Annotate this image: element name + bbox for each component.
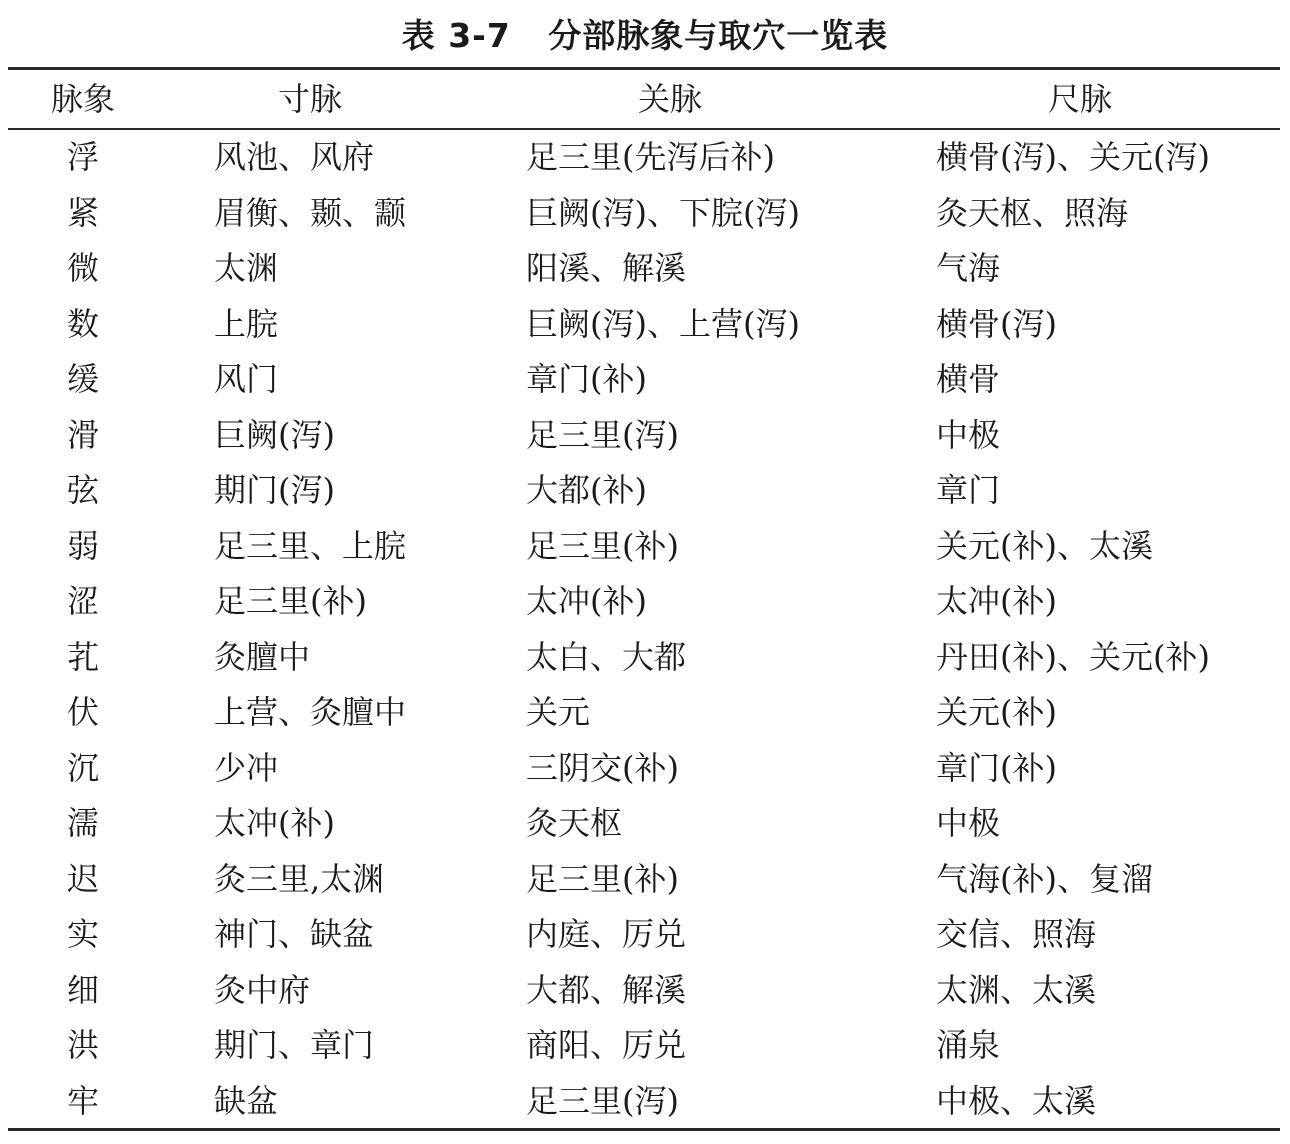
chi-cell: 章门(补) <box>936 748 1057 787</box>
chi-cell: 关元(补) <box>936 693 1057 731</box>
guan-cell: 太冲(补) <box>526 582 647 620</box>
guan-cell: 足三里(补) <box>526 526 679 565</box>
table-row <box>0 741 1290 797</box>
guan-cell: 内庭、厉兑 <box>526 915 687 953</box>
chi-cell: 气海(补)、复溜 <box>936 859 1153 898</box>
chi-cell: 横骨(泻) <box>936 304 1057 343</box>
chi-cell: 灸天枢、照海 <box>936 193 1129 232</box>
cun-cell: 太渊 <box>214 249 279 287</box>
header-pulse: 脉象 <box>50 80 115 118</box>
cun-cell: 缺盆 <box>214 1081 279 1120</box>
table-row <box>0 297 1290 353</box>
chi-cell: 太冲(补) <box>936 582 1057 620</box>
cun-cell: 上营、灸膻中 <box>214 693 407 731</box>
guan-cell: 阳溪、解溪 <box>526 249 687 287</box>
table-row <box>0 574 1290 630</box>
chi-cell: 交信、照海 <box>936 915 1097 953</box>
cun-cell: 巨阙(泻) <box>214 415 335 454</box>
table-row <box>0 852 1290 908</box>
cun-cell: 灸中府 <box>214 970 311 1009</box>
chi-cell: 章门 <box>936 471 1001 509</box>
pulse-cell: 滑 <box>66 415 99 454</box>
chi-cell: 涌泉 <box>936 1026 1001 1064</box>
table-row <box>0 352 1290 408</box>
pulse-cell: 实 <box>66 915 99 953</box>
guan-cell: 章门(补) <box>526 360 647 398</box>
pulse-cell: 弦 <box>66 471 99 509</box>
table-row <box>0 1018 1290 1074</box>
table-row <box>0 186 1290 242</box>
pulse-cell: 浮 <box>66 138 99 176</box>
table-header-row <box>0 70 1290 128</box>
guan-cell: 巨阙(泻)、下脘(泻) <box>526 193 800 232</box>
pulse-cell: 芤 <box>66 637 99 676</box>
cun-cell: 风门 <box>214 360 279 398</box>
pulse-cell: 细 <box>66 970 99 1009</box>
chi-cell: 中极 <box>936 415 1001 454</box>
pulse-cell: 沉 <box>66 748 99 787</box>
table-row <box>0 408 1290 464</box>
header-chi: 尺脉 <box>1047 80 1112 118</box>
table-body <box>0 130 1290 1129</box>
table-row <box>0 241 1290 297</box>
cun-cell: 少冲 <box>214 748 279 787</box>
table-row <box>0 907 1290 963</box>
guan-cell: 灸天枢 <box>526 804 623 842</box>
pulse-cell: 涩 <box>66 582 99 620</box>
pulse-cell: 迟 <box>66 859 99 898</box>
cun-cell: 足三里、上脘 <box>214 526 407 565</box>
guan-cell: 足三里(泻) <box>526 1081 679 1120</box>
table-row <box>0 796 1290 852</box>
guan-cell: 三阴交(补) <box>526 748 679 787</box>
pulse-cell: 弱 <box>66 526 99 565</box>
pulse-cell: 牢 <box>66 1081 99 1120</box>
chi-cell: 丹田(补)、关元(补) <box>936 637 1210 676</box>
chi-cell: 横骨 <box>936 360 1001 398</box>
guan-cell: 关元 <box>526 693 591 731</box>
guan-cell: 大都(补) <box>526 471 647 509</box>
guan-cell: 足三里(泻) <box>526 415 679 454</box>
pulse-cell: 微 <box>66 249 99 287</box>
table-row <box>0 130 1290 186</box>
pulse-cell: 紧 <box>66 193 99 232</box>
cun-cell: 神门、缺盆 <box>214 915 375 953</box>
guan-cell: 商阳、厉兑 <box>526 1026 687 1064</box>
table-row <box>0 963 1290 1019</box>
chi-cell: 中极、太溪 <box>936 1081 1097 1120</box>
table-row <box>0 685 1290 741</box>
cun-cell: 期门(泻) <box>214 471 335 509</box>
pulse-cell: 数 <box>66 304 99 343</box>
chi-cell: 关元(补)、太溪 <box>936 526 1153 565</box>
table-row <box>0 630 1290 686</box>
cun-cell: 足三里(补) <box>214 582 367 620</box>
pulse-cell: 洪 <box>66 1026 99 1064</box>
table-row <box>0 1074 1290 1130</box>
guan-cell: 太白、大都 <box>526 637 687 676</box>
chi-cell: 中极 <box>936 804 1001 842</box>
pulse-cell: 伏 <box>66 693 99 731</box>
table-bottom-rule <box>8 1128 1280 1131</box>
cun-cell: 风池、风府 <box>214 138 375 176</box>
pulse-cell: 濡 <box>66 804 99 842</box>
table-row <box>0 519 1290 575</box>
table-row <box>0 463 1290 519</box>
cun-cell: 期门、章门 <box>214 1026 375 1064</box>
pulse-cell: 缓 <box>66 360 99 398</box>
header-cun: 寸脉 <box>277 80 342 118</box>
chi-cell: 气海 <box>936 249 1001 287</box>
guan-cell: 足三里(补) <box>526 859 679 898</box>
cun-cell: 灸膻中 <box>214 637 311 676</box>
cun-cell: 灸三里,太渊 <box>214 859 385 898</box>
chi-cell: 太渊、太溪 <box>936 970 1097 1009</box>
table-caption: 表 3-7 分部脉象与取穴一览表 <box>401 16 889 55</box>
cun-cell: 眉衡、颞、颥 <box>214 193 407 232</box>
chi-cell: 横骨(泻)、关元(泻) <box>936 138 1210 176</box>
cun-cell: 上脘 <box>214 304 279 343</box>
guan-cell: 巨阙(泻)、上营(泻) <box>526 304 800 343</box>
guan-cell: 足三里(先泻后补) <box>526 138 775 176</box>
cun-cell: 太冲(补) <box>214 804 335 842</box>
header-guan: 关脉 <box>637 80 702 118</box>
guan-cell: 大都、解溪 <box>526 970 687 1009</box>
